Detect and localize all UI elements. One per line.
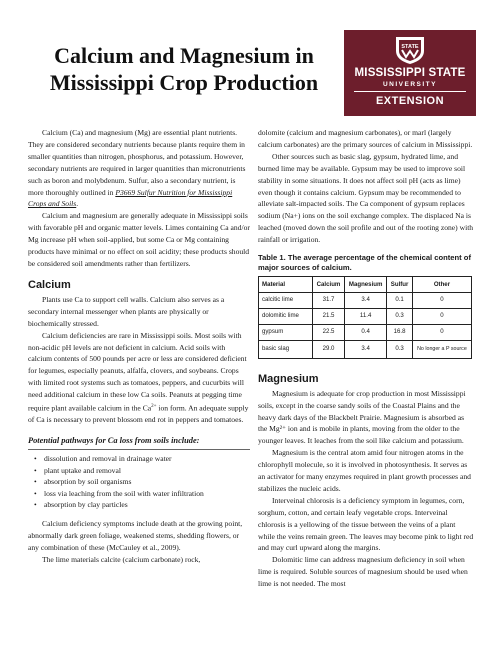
table-cell: No longer a P source <box>412 340 471 358</box>
calcium-paragraph-3: Calcium deficiency symptoms include death at the growing point, abnormally dark green foliage, weakened stems, shedding flowers, or any combination of these (McCauley et al., 2009). <box>28 519 243 553</box>
table-caption: Table 1. The average percentage of the chemical content of major sources of calcium. <box>258 253 471 272</box>
table-cell: dolomitic lime <box>259 308 313 324</box>
loss-pathways-heading: Potential pathways for Ca loss from soils include: <box>28 435 250 450</box>
magnesium-heading: Magnesium <box>258 372 319 385</box>
table-cell: 22.5 <box>313 324 345 340</box>
table-cell: 0.1 <box>387 292 413 308</box>
magnesium-paragraph-2: Magnesium is the central atom amid four nitrogen atoms in the chlorophyll molecule, so it is involved in photosynthesis. It serves as an activator for many enzymes required in plant growth processes and stabilizes the nucleic acids. <box>258 448 471 493</box>
table-header: Sulfur <box>387 277 413 293</box>
table-cell: 0.3 <box>387 308 413 324</box>
magnesium-paragraph-3: Interveinal chlorosis is a deficiency symptom in legumes, corn, sorghum, cotton, and certain leafy vegetable crops. Interveinal chlorosis is a yellowing of the tissue between the veins of a plant while the veins remain green. The leaves may become pink to light red and may curl upward along the margins. <box>258 495 474 553</box>
table-header-row <box>259 277 472 293</box>
table-header: Material <box>259 277 313 293</box>
sources-paragraph-1: dolomite (calcium and magnesium carbonates), or marl (largely calcium carbonates) are the primary sources of calcium in Mississippi. <box>258 128 473 149</box>
table-header: Other <box>412 277 471 293</box>
intro-paragraph-1: Calcium (Ca) and magnesium (Mg) are essential plant nutrients. They are considered secondary nutrients because plants require them in smaller quantities than nitrogen, phosphorus, and potassium. However, secondary nutrients are required in larger quantities than micronutrients such as boron and molybdenum. Sulfur, also a secondary nutrient, is more thoroughly outlined in P3669 Sulfur Nutrition for Mississippi Crops and Soils. <box>28 128 246 209</box>
msu-extension-logo <box>344 30 476 116</box>
table-row <box>259 324 472 340</box>
loss-pathways-list <box>34 453 250 510</box>
table-cell: gypsum <box>259 324 313 340</box>
table-cell: 31.7 <box>313 292 345 308</box>
calcium-sources-table <box>258 276 472 359</box>
table-cell: 3.4 <box>345 340 387 358</box>
logo-university-sub: UNIVERSITY <box>382 81 437 88</box>
table-header: Magnesium <box>345 277 387 293</box>
list-item: • absorption by clay particles <box>34 499 250 510</box>
table-cell: 3.4 <box>345 292 387 308</box>
logo-divider <box>354 91 466 92</box>
table-cell: 0 <box>412 292 471 308</box>
table-cell: 0 <box>412 308 471 324</box>
list-item: • absorption by soil organisms <box>34 476 250 487</box>
intro-paragraph-2: Calcium and magnesium are generally adequate in Mississippi soils with favorable pH and organic matter levels. Limes containing Ca and/or Mg increase pH when soil-applied, but some Ca or Mg containing products have minimal or no effect on soil acidity; these products should be considered soil amendments rather than fertilizers. <box>28 211 250 268</box>
calcium-paragraph-4: The lime materials calcite (calcium carbonate) rock, <box>42 555 201 565</box>
table-cell: calcitic lime <box>259 292 313 308</box>
left-column <box>28 127 250 566</box>
logo-university: MISSISSIPPI STATE <box>354 67 466 79</box>
table-cell: 16.8 <box>387 324 413 340</box>
shield-icon <box>394 35 426 65</box>
list-item: • plant uptake and removal <box>34 465 250 476</box>
magnesium-paragraph-4: Dolomitic lime can address magnesium deficiency in soil when lime is required. Soluble sources of magnesium should be used when lime is not needed. The most <box>258 555 468 589</box>
table-cell: 11.4 <box>345 308 387 324</box>
right-column <box>258 127 474 590</box>
logo-extension: EXTENSION <box>375 95 445 107</box>
table-cell: 29.0 <box>313 340 345 358</box>
table-cell: 21.5 <box>313 308 345 324</box>
table-cell: 0.3 <box>387 340 413 358</box>
table-row <box>259 308 472 324</box>
page-title: Calcium and Magnesium in Mississippi Crop Production <box>49 43 319 95</box>
table-cell: basic slag <box>259 340 313 358</box>
magnesium-paragraph-1: Magnesium is adequate for crop production in most Mississippi soils, except in the coarse sandy soils of the Coastal Plains and the heavy dark days of the Blackbelt Prairie. Magnesium is absorbed as the Mg²⁺ ion and is mobile in plants, moving from the older to the younger leaves. It leaches from the soil like calcium and potassium. <box>258 388 466 446</box>
table-row <box>259 340 472 358</box>
table-row <box>259 292 472 308</box>
list-item: • loss via leaching from the soil with water infiltration <box>34 488 250 499</box>
calcium-paragraph-2: Calcium deficiencies are rare in Mississippi soils. Most soils with non-acidic pH levels are not deficient in calcium. Acid soils with calcium contents of 500 pounds per acre or less are considered deficient for legumes, especially peanuts, alfalfa, clovers, and soybeans. Crops with limited root systems such as tomatoes, peppers, and cucurbits will need additional calcium in these low Ca soils. Peanuts at pegging time require plant available calcium in the $Ca^{2+}$ ion form. An adequate supply of Ca is necessary to prevent blossom end rot in peppers and tomatoes. <box>28 330 249 425</box>
publication-link[interactable]: P3669 Sulfur Nutrition for Mississippi Crops and Soils <box>28 187 233 209</box>
table-header: Calcium <box>313 277 345 293</box>
calcium-heading: Calcium <box>28 278 71 291</box>
calcium-paragraph-1: Plants use Ca to support cell walls. Calcium also serves as a secondary internal messenger when plants are physically or biochemically stressed. <box>28 294 225 328</box>
table-cell: 0.4 <box>345 324 387 340</box>
shield-text: STATE <box>401 44 419 50</box>
sources-paragraph-2: Other sources such as basic slag, gypsum, hydrated lime, and burned lime may be available. Gypsum may be used to improve soil stability in some situations. It does not affect soil pH (acts as lime) even though it contains calcium. Gypsum may be recommended to alleviate salt-impacted soils. The Ca component of gypsum replaces sodium (Na+) ions on the soil exchange complex. The displaced Na is leached (moved down the soil profile and out of the rooting zone) with rainfall or irrigation. <box>258 151 474 245</box>
table-cell: 0 <box>412 324 471 340</box>
list-item: • dissolution and removal in drainage water <box>34 453 250 464</box>
